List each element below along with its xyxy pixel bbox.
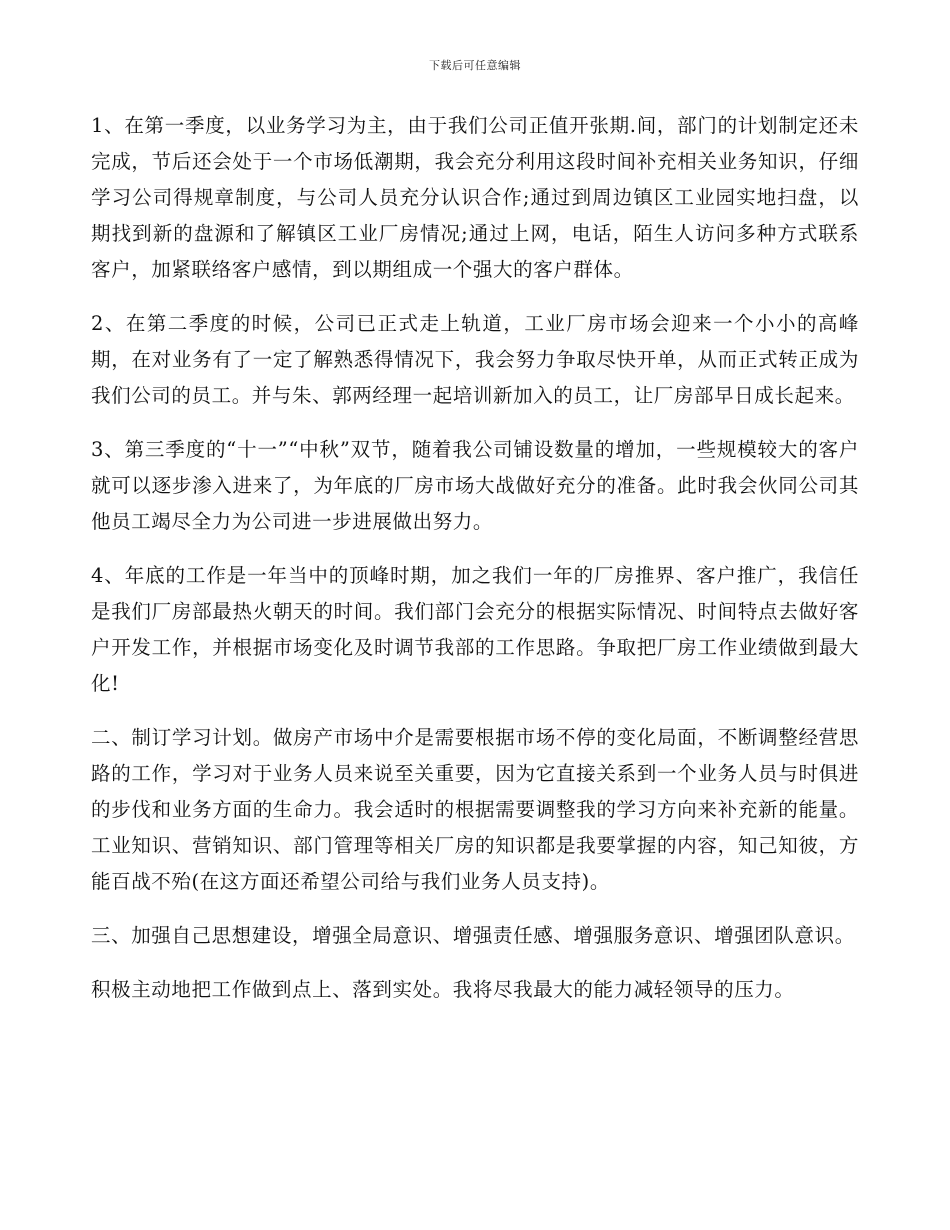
document-body: [91, 108, 859, 1026]
paragraph-study-plan: 二、制订学习计划。做房产市场中介是需要根据市场不停的变化局面，不断调整经营思路的工作，学习对于业务人员来说至关重要，因为它直接关系到一个业务人员与时俱进的步伐和业务方面的生命力。我会适时的根据需要调整我的学习方向来补充新的能量。工业知识、营销知识、部门管理等相关厂房的知识都是我要掌握的内容，知己知彼，方能百战不殆(在这方面还希望公司给与我们业务人员支持)。: [91, 726, 859, 893]
paragraph-q3-plan: 3、第三季度的“十一”“中秋”双节，随着我公司铺设数量的增加，一些规模较大的客户就可以逐步渗入进来了，为年底的厂房市场大战做好充分的准备。此时我会伙同公司其他员工竭尽全力为公司进一步进展做出努力。: [91, 438, 859, 533]
page-header: 下载后可任意编辑: [429, 59, 521, 72]
paragraph-year-end-plan: 4、年底的工作是一年当中的顶峰时期，加之我们一年的厂房推界、客户推广，我信任是我们厂房部最热火朝天的时间。我们部门会充分的根据实际情况、时间特点去做好客户开发工作，并根据市场变化及时调节我部的工作思路。争取把厂房工作业绩做到最大化!: [91, 564, 859, 695]
paragraph-ideology: 三、加强自己思想建设，增强全局意识、增强责任感、增强服务意识、增强团队意识。: [91, 924, 855, 947]
paragraph-q2-plan: 2、在第二季度的时候，公司已正式走上轨道，工业厂房市场会迎来一个小小的高峰期，在对业务有了一定了解熟悉得情况下，我会努力争取尽快开单，从而正式转正成为我们公司的员工。并与朱、郭两经理一起培训新加入的员工，让厂房部早日成长起来。: [91, 312, 859, 407]
paragraph-q1-plan: 1、在第一季度，以业务学习为主，由于我们公司正值开张期.间，部门的计划制定还未完成，节后还会处于一个市场低潮期，我会充分利用这段时间补充相关业务知识，仔细学习公司得规章制度，与公司人员充分认识合作;通过到周边镇区工业园实地扫盘，以期找到新的盘源和了解镇区工业厂房情况;通过上网，电话，陌生人访问多种方式联系客户，加紧联络客户感情，到以期组成一个强大的客户群体。: [91, 114, 859, 281]
paragraph-closing: 积极主动地把工作做到点上、落到实处。我将尽我最大的能力减轻领导的压力。: [91, 978, 795, 1001]
